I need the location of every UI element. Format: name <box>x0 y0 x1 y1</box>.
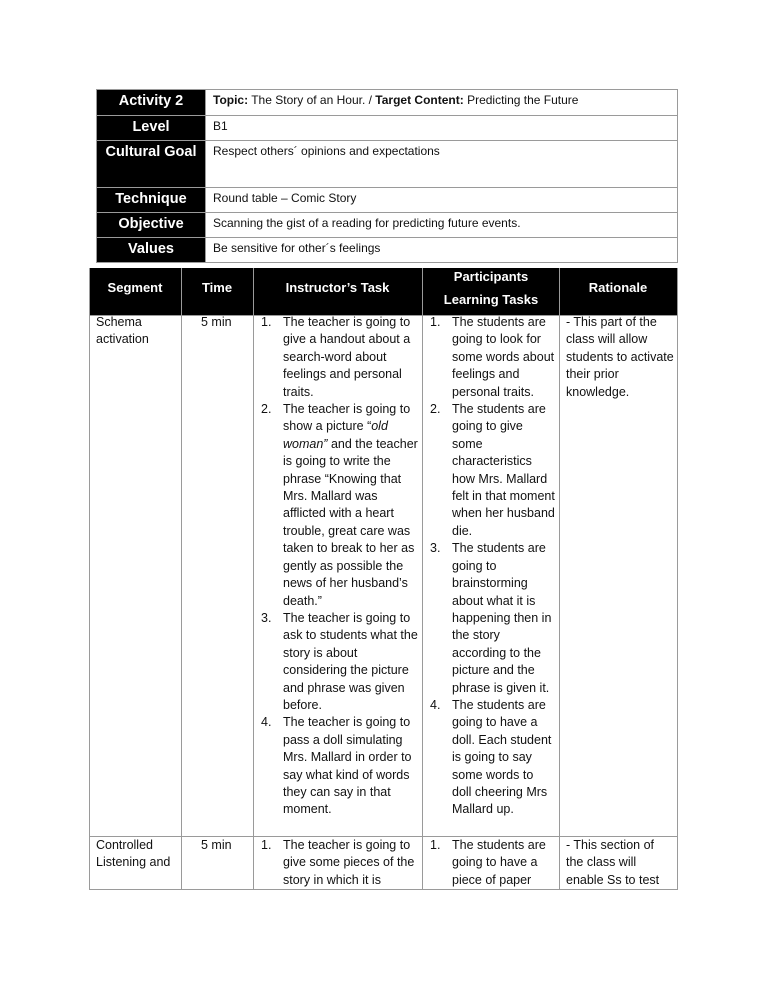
cultural-goal-value: Respect others´ opinions and expectations <box>206 141 678 188</box>
list-item <box>261 610 419 714</box>
list-number: 2. <box>261 402 272 417</box>
list-item <box>261 837 419 889</box>
target-content-label: Target Content: <box>375 93 464 107</box>
activity-info-table <box>96 89 678 263</box>
column-divider <box>253 268 254 890</box>
header-segment: Segment <box>107 280 163 295</box>
list-item <box>261 401 419 610</box>
list-item <box>430 401 556 540</box>
segment-cell: Controlled Listening and <box>96 838 171 870</box>
list-number: 3. <box>430 541 441 556</box>
list-item-text: The students are going to have a doll. Each student is going to say some words to doll cheering Mrs Mallard up. <box>452 697 552 817</box>
topic-value: The Story of an Hour. / <box>248 93 376 107</box>
list-item-text: The students are going to look for some words about feelings and personal traits. <box>452 315 555 399</box>
column-divider <box>422 268 423 890</box>
level-label: Level <box>97 116 206 141</box>
list-item-text: The teacher is going to ask to students what the story is about considering the picture and phrase was given before. <box>283 610 418 712</box>
list-number: 1. <box>430 315 441 329</box>
list-item <box>430 314 556 401</box>
list-number: 4. <box>430 697 441 712</box>
header-instructor-task: Instructor’s Task <box>285 280 390 295</box>
topic-label: Topic: <box>213 93 249 107</box>
table-border-left <box>89 268 90 890</box>
target-content-value: Predicting the Future <box>463 93 579 107</box>
list-item-italic-text: old woman” <box>283 419 388 451</box>
table-border-right <box>677 268 678 890</box>
participant-task-list <box>430 837 556 889</box>
values-value: Be sensitive for other´s feelings <box>206 238 678 263</box>
segment-cell: Schema activation <box>96 315 149 347</box>
values-label: Values <box>97 238 206 263</box>
objective-value: Scanning the gist of a reading for predicting future events. <box>206 213 678 238</box>
list-item-text: and the teacher is going to write the phrase “Knowing that Mrs. Mallard was afflicted with a heart trouble, great care was taken to break to her as gently as possible the news of her husband’s death.” <box>283 436 418 608</box>
header-time: Time <box>201 280 233 295</box>
technique-value: Round table – Comic Story <box>206 188 678 213</box>
list-item-text: The teacher is going to give a handout about a search-word about feelings and personal traits. <box>283 315 411 399</box>
list-item <box>430 697 556 819</box>
activity-label: Activity 2 <box>97 90 206 116</box>
list-item-text: The students are going to give some characteristics how Mrs. Mallard felt in that moment when her husband die. <box>452 402 555 538</box>
instructor-task-list <box>261 837 419 889</box>
topic-cell <box>206 90 678 116</box>
list-item-text: The teacher is going to show a picture “ <box>283 402 411 434</box>
list-number: 1. <box>261 315 272 329</box>
list-item <box>430 540 556 697</box>
level-value: B1 <box>206 116 678 141</box>
list-number: 4. <box>261 715 272 730</box>
time-cell: 5 min <box>201 315 232 329</box>
list-item <box>261 314 419 401</box>
list-item-text: The teacher is going to pass a doll simulating Mrs. Mallard in order to say what kind of words they can say in that moment. <box>283 715 412 817</box>
instructor-task-list <box>261 314 419 819</box>
list-number: 1. <box>430 838 441 852</box>
rationale-cell: - This section of the class will enable Ss to test <box>566 838 660 887</box>
list-item-text: The students are going to brainstorming about what it is happening then in the story according to the picture and the phrase is given it. <box>452 541 552 695</box>
list-number: 1. <box>261 838 272 852</box>
list-number: 3. <box>261 610 272 625</box>
list-item <box>430 837 556 889</box>
lesson-plan-table <box>89 268 678 890</box>
list-item <box>261 714 419 818</box>
time-cell: 5 min <box>201 838 232 852</box>
participant-task-list <box>430 314 556 819</box>
header-rationale: Rationale <box>588 280 648 295</box>
column-divider <box>559 268 560 890</box>
list-item-text: The teacher is going to give some pieces of the story in which it is <box>283 838 415 887</box>
column-divider <box>181 268 182 890</box>
technique-label: Technique <box>97 188 206 213</box>
list-item-text: The students are going to have a piece of paper <box>452 838 546 887</box>
list-number: 2. <box>430 402 441 417</box>
objective-label: Objective <box>97 213 206 238</box>
rationale-cell: - This part of the class will allow students to activate their prior knowledge. <box>566 315 674 399</box>
header-participants-learning-tasks: Participants Learning Tasks <box>443 269 539 307</box>
cultural-goal-label: Cultural Goal <box>97 141 206 188</box>
